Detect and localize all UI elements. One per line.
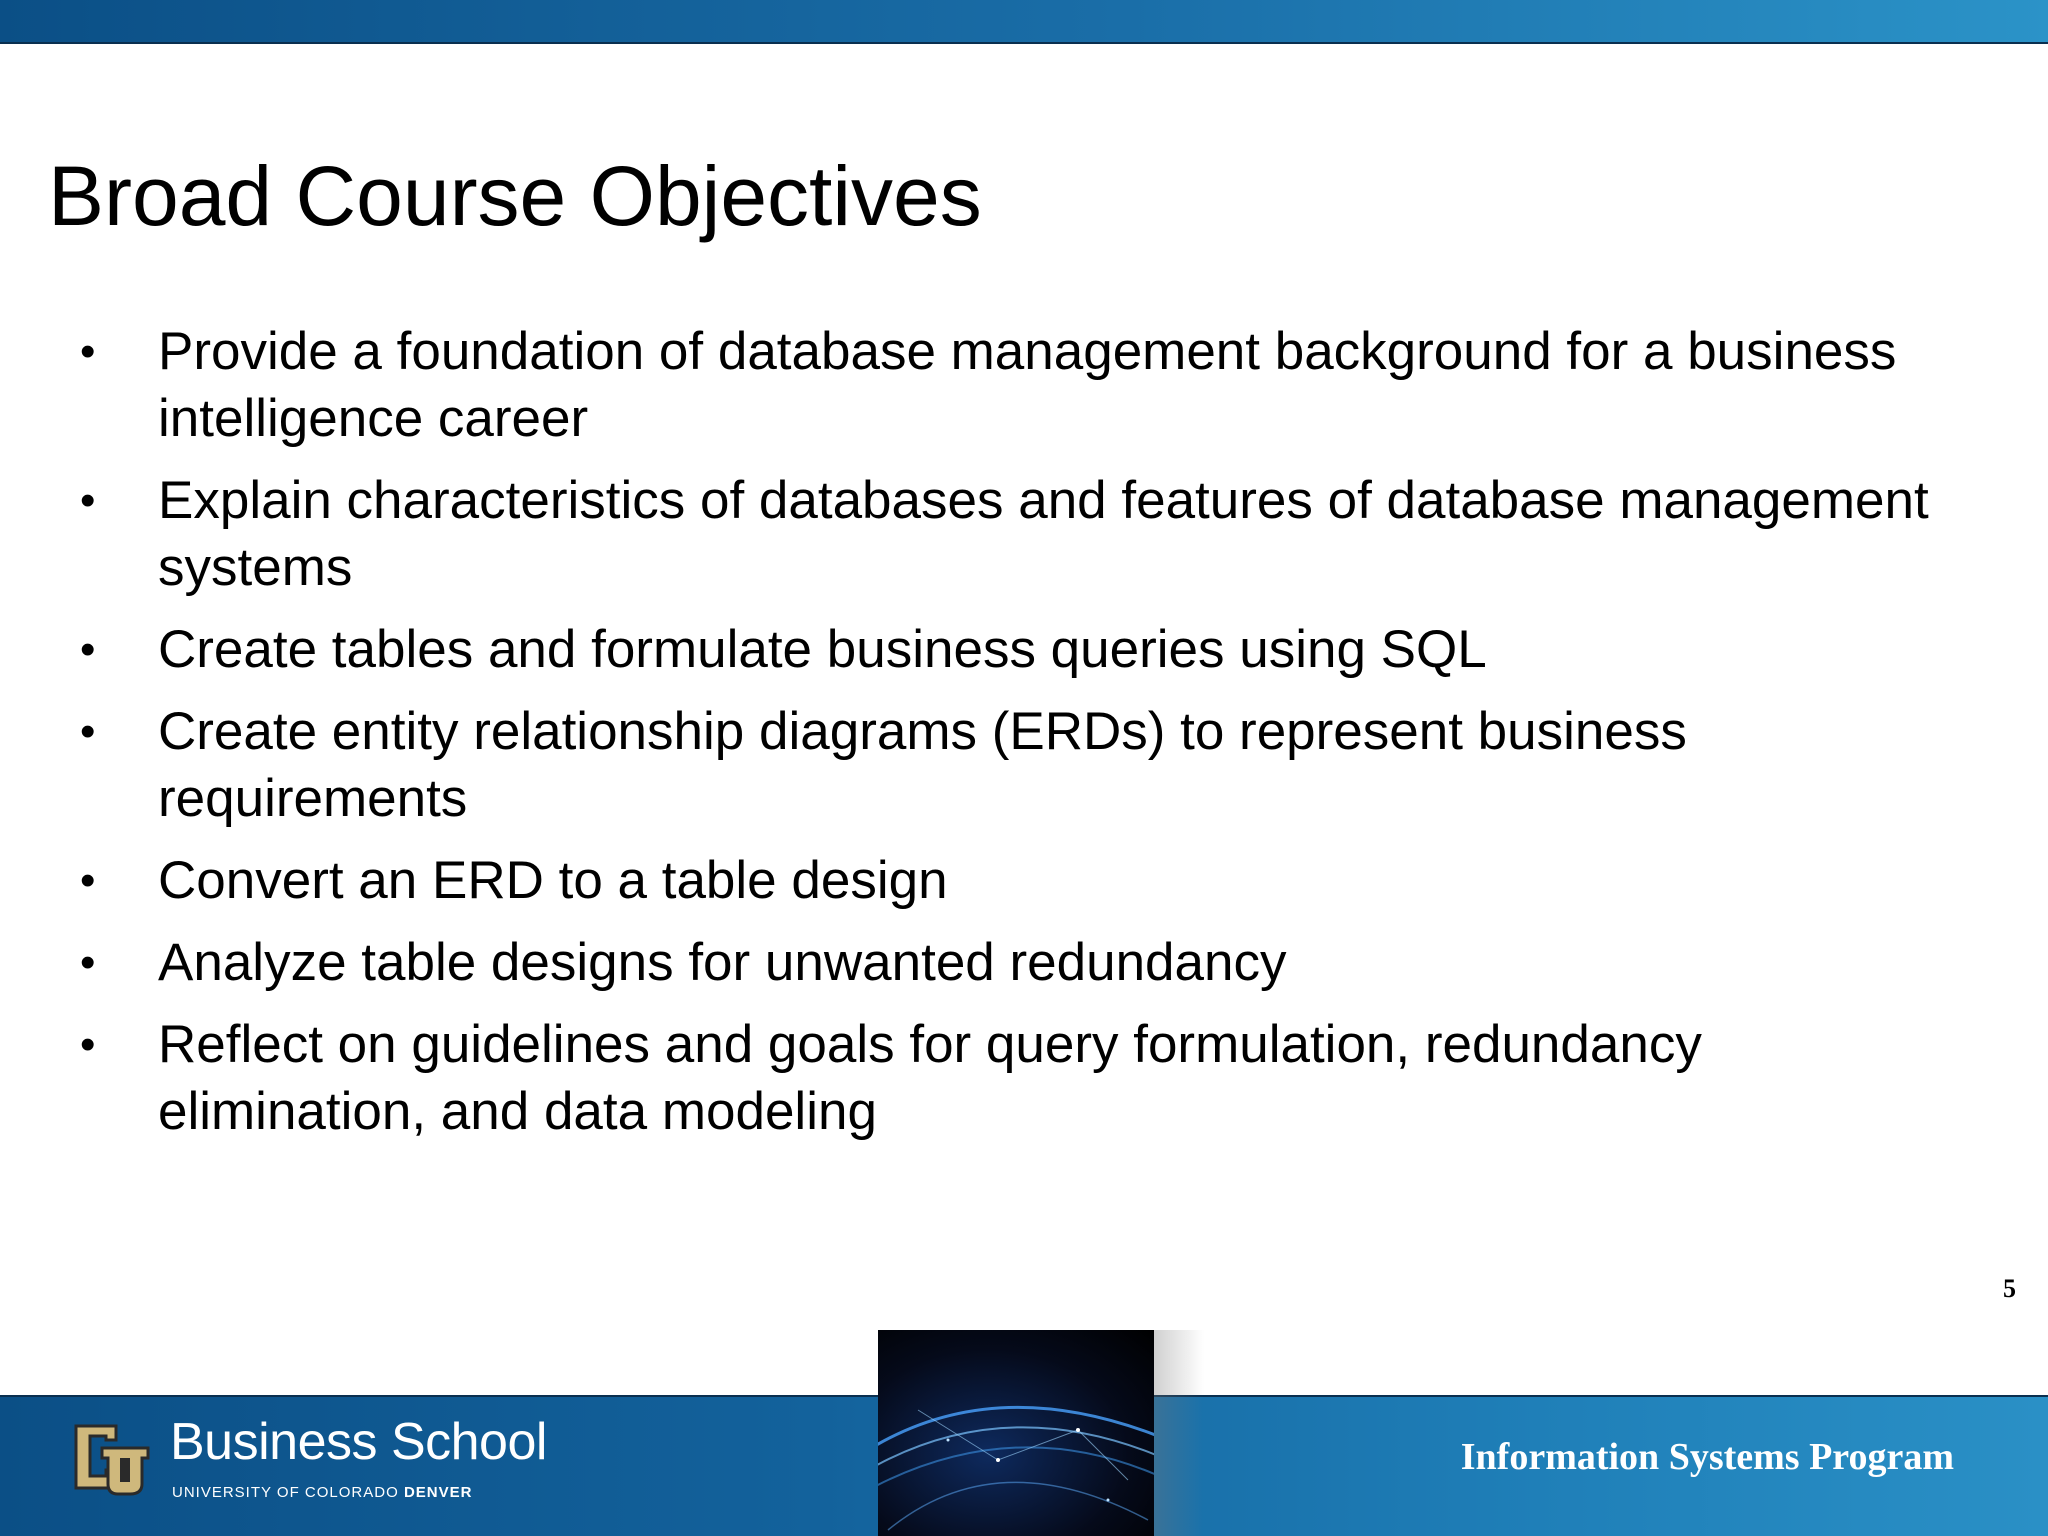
university-name — [172, 1484, 472, 1501]
bullet-text: Explain characteristics of databases and features of database management systems — [158, 471, 1929, 597]
bullet-item — [80, 847, 1980, 914]
bullet-item — [80, 616, 1980, 683]
bullet-text: Create tables and formulate business queries using SQL — [158, 620, 1487, 679]
cu-logo-icon — [72, 1418, 152, 1496]
image-fade-edge — [1154, 1330, 1204, 1536]
bullet-item — [80, 318, 1980, 452]
slide-title: Broad Course Objectives — [48, 149, 982, 243]
bullet-icon: • — [80, 1020, 96, 1069]
bullet-icon: • — [80, 625, 96, 674]
bullet-text: Create entity relationship diagrams (ERDs) to represent business requirements — [158, 702, 1687, 828]
university-campus: DENVER — [403, 1484, 473, 1501]
bullet-text: Provide a foundation of database management background for a business intelligence career — [158, 322, 1897, 448]
bullet-icon: • — [80, 476, 96, 525]
bullet-list — [80, 318, 1980, 1160]
bullet-icon: • — [80, 707, 96, 756]
bullet-icon: • — [80, 938, 96, 987]
bullet-icon: • — [80, 327, 96, 376]
bullet-item — [80, 698, 1980, 832]
network-globe-graphic — [878, 1330, 1154, 1536]
university-prefix: UNIVERSITY OF COLORADO — [172, 1484, 399, 1501]
program-name: Information Systems Program — [1460, 1436, 1954, 1478]
network-globe-image — [878, 1330, 1154, 1536]
bullet-item — [80, 1011, 1980, 1145]
school-name: Business School — [170, 1413, 547, 1471]
bullet-text: Analyze table designs for unwanted redundancy — [158, 933, 1287, 992]
bullet-item — [80, 467, 1980, 601]
page-number: 5 — [2003, 1274, 2016, 1303]
bullet-text: Reflect on guidelines and goals for query formulation, redundancy elimination, and data modeling — [158, 1015, 1702, 1141]
bullet-item — [80, 929, 1980, 996]
business-school-logo — [72, 1412, 592, 1522]
top-banner — [0, 0, 2048, 44]
bullet-icon: • — [80, 856, 96, 905]
bullet-text: Convert an ERD to a table design — [158, 851, 948, 910]
